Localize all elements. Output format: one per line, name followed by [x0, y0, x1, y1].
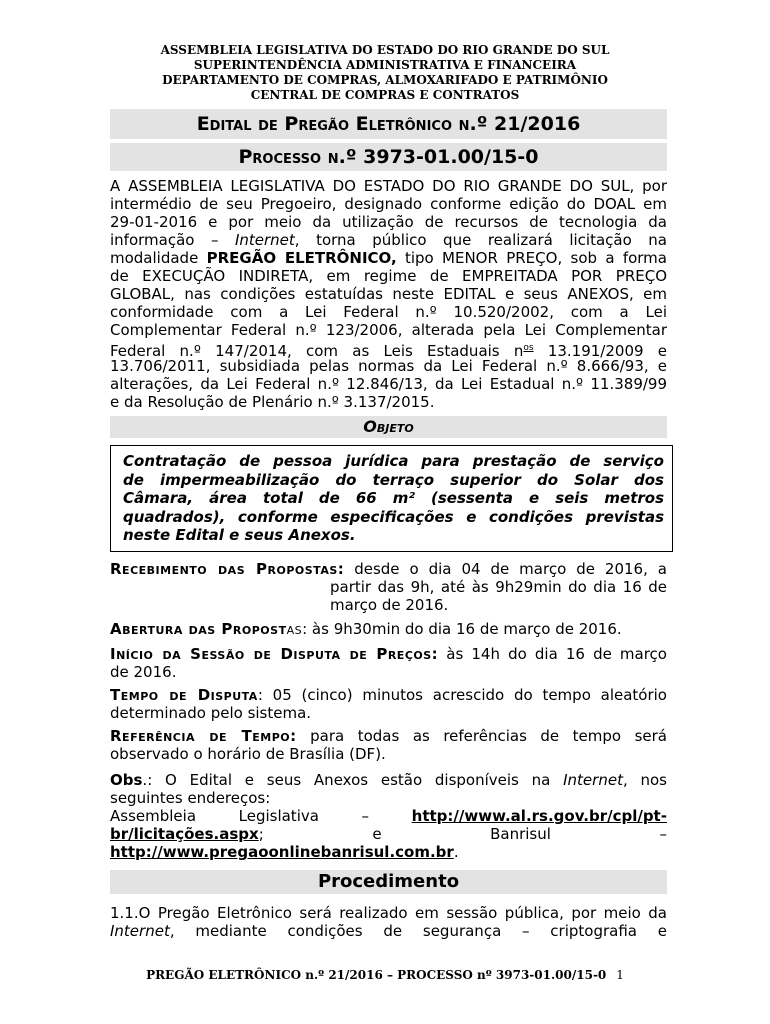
recebimento-section — [110, 560, 667, 614]
banrisul-link[interactable]: http://www.pregaoonlinebanrisul.com.br — [110, 843, 454, 861]
intro-line: e da Resolução de Plenário n.º 3.137/2015. — [110, 393, 435, 411]
tempo-line: determinado pelo sistema. — [110, 704, 312, 722]
intro-line: modalidade PREGÃO ELETRÔNICO, tipo MENOR PREÇO, sob a forma — [110, 249, 667, 267]
intro-line: GLOBAL, nas condições estatuídas neste EDITAL e seus ANEXOS, em — [110, 285, 667, 303]
objeto-line: Contratação de pessoa jurídica para prestação de serviço — [123, 452, 664, 470]
obs-section — [110, 771, 667, 861]
processo-title: Processo n.º 3973-01.00/15-0 — [238, 146, 539, 168]
recebimento-line: partir das 9h, até às 9h29min do dia 16 de — [330, 578, 667, 596]
obs-line: http://www.pregaoonlinebanrisul.com.br. — [110, 843, 459, 861]
procedimento-section — [110, 904, 667, 940]
intro-line: Complementar Federal n.º 123/2006, alterada pela Lei Complementar — [110, 321, 667, 339]
recebimento-line: março de 2016. — [330, 596, 449, 614]
procedimento-line: Internet, mediante condições de segurança – criptografia e — [110, 922, 667, 940]
al-rs-link[interactable]: http://www.al.rs.gov.br/cpl/pt- — [411, 807, 667, 825]
intro-line: 29-01-2016 e por meio da utilização de recursos de tecnologia da — [110, 213, 667, 231]
objeto-box — [110, 445, 673, 552]
abertura-label: Abertura das Propost — [110, 620, 287, 638]
objeto-line: quadrados), conforme especificações e condições previstas — [123, 507, 664, 526]
tempo-label: Tempo de Disputa — [110, 686, 258, 704]
al-rs-link-cont[interactable]: br/licitações.aspx — [110, 825, 259, 843]
footer-text: PREGÃO ELETRÔNICO n.º 21/2016 – PROCESSO nº 3973-01.00/15-0 — [146, 968, 607, 982]
obs-line: seguintes endereços: — [110, 789, 271, 807]
edital-title: Edital de Pregão Eletrônico n.º 21/2016 — [196, 113, 581, 135]
header-line-1: ASSEMBLEIA LEGISLATIVA DO ESTADO DO RIO GRANDE DO SUL — [160, 43, 610, 57]
objeto-line: de impermeabilização do terraço superior do Solar dos — [123, 470, 664, 489]
objeto-title-band — [110, 416, 667, 438]
objeto-line: neste Edital e seus Anexos. — [123, 526, 356, 544]
header-line-3: DEPARTAMENTO DE COMPRAS, ALMOXARIFADO E PATRIMÔNIO — [162, 73, 608, 87]
abertura-section — [110, 620, 667, 638]
inicio-line: de 2016. — [110, 663, 177, 681]
intro-line: informação – Internet, torna público que realizará licitação na — [110, 231, 667, 249]
recebimento-line: Recebimento das Propostas: desde o dia 04 de março de 2016, a — [110, 560, 667, 578]
referencia-label: Referência de Tempo: — [110, 727, 297, 745]
page-number: 1 — [616, 968, 624, 982]
inicio-section — [110, 645, 667, 681]
referencia-line: observado o horário de Brasília (DF). — [110, 745, 386, 763]
procedimento-line: 1.1.O Pregão Eletrônico será realizado em sessão pública, por meio da — [110, 904, 667, 922]
intro-line: A ASSEMBLEIA LEGISLATIVA DO ESTADO DO RIO GRANDE DO SUL, por — [110, 177, 667, 195]
obs-line: br/licitações.aspx; e Banrisul – — [110, 825, 667, 843]
intro-line: alterações, da Lei Federal n.º 12.846/13, da Lei Estadual n.º 11.389/99 — [110, 375, 667, 393]
intro-line: 13.706/2011, subsidiada pelas normas da Lei Federal n.º 8.666/93, e — [110, 357, 667, 375]
obs-line: Assembleia Legislativa – http://www.al.rs.gov.br/cpl/pt- — [110, 807, 667, 825]
objeto-line: Câmara, área total de 66 m² (sessenta e seis metros — [123, 489, 664, 507]
tempo-section — [110, 686, 667, 722]
intro-paragraph — [110, 177, 667, 411]
obs-line: Obs.: O Edital e seus Anexos estão disponíveis na Internet, nos — [110, 771, 667, 789]
procedimento-title: Procedimento — [317, 871, 460, 892]
abertura-line: Abertura das Propostas: às 9h30min do dia 16 de março de 2016. — [110, 620, 622, 638]
page-footer — [0, 968, 770, 982]
intro-line: conformidade com a Lei Federal n.º 10.520/2002, com a Lei — [110, 303, 667, 321]
inicio-label: Início da Sessão de Disputa de Preços: — [110, 645, 439, 663]
referencia-section — [110, 727, 667, 763]
inicio-line: Início da Sessão de Disputa de Preços: às 14h do dia 16 de março — [110, 645, 667, 663]
intro-line: Federal n.º 147/2014, com as Leis Estaduais $n^{os}$ 13.191/2009 e — [110, 342, 667, 360]
processo-title-band — [110, 143, 667, 171]
edital-title-band — [110, 109, 667, 139]
recebimento-label: Recebimento das Propostas: — [110, 560, 345, 578]
objeto-title: Objeto — [363, 417, 414, 436]
intro-line: de EXECUÇÃO INDIRETA, em regime de EMPREITADA POR PREÇO — [110, 267, 667, 285]
intro-line: intermédio de seu Pregoeiro, designado conforme edição do DOAL em — [110, 195, 667, 213]
header-line-4: CENTRAL DE COMPRAS E CONTRATOS — [250, 88, 520, 102]
header-line-2: SUPERINTENDÊNCIA ADMINISTRATIVA E FINANCEIRA — [193, 58, 577, 72]
tempo-line: Tempo de Disputa: 05 (cinco) minutos acrescido do tempo aleatório — [110, 686, 667, 704]
obs-label: Obs — [110, 771, 143, 789]
referencia-line: Referência de Tempo: para todas as referências de tempo será — [110, 727, 668, 745]
procedimento-title-band — [110, 870, 667, 894]
